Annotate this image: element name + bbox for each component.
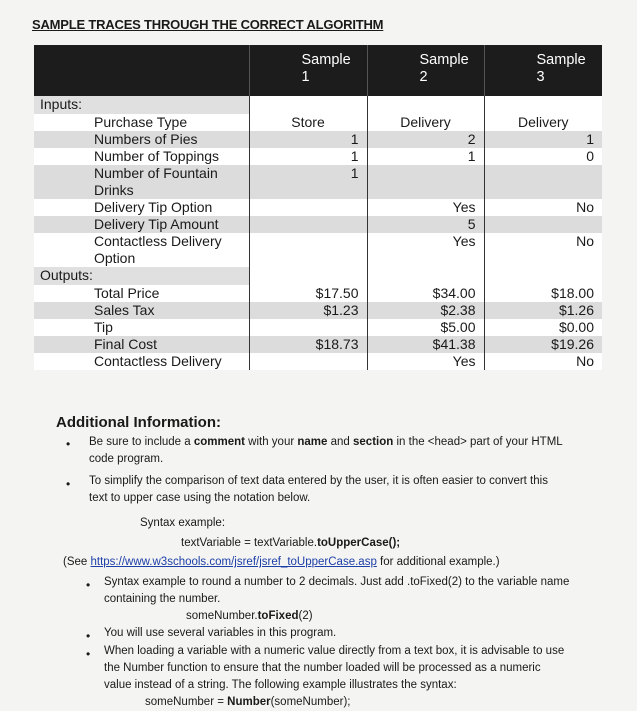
- row-value: $17.50: [249, 285, 367, 302]
- info-bullet-1-line2: code program.: [89, 453, 164, 465]
- empty-cell: [249, 96, 367, 114]
- info-bullet-3-line2: containing the number.: [104, 593, 221, 605]
- row-value: 5: [367, 216, 484, 233]
- row-value: $0.00: [484, 319, 602, 336]
- empty-cell: [249, 267, 367, 285]
- table-row: [34, 285, 602, 302]
- empty-cell: [484, 96, 602, 114]
- row-value: $5.00: [367, 319, 484, 336]
- empty-cell: [367, 96, 484, 114]
- row-label: Number of Toppings: [34, 148, 249, 165]
- bullet-icon: •: [86, 578, 91, 592]
- row-value: [249, 319, 367, 336]
- tofixed-example: someNumber.toFixed(2): [186, 610, 313, 622]
- row-value: [484, 216, 602, 233]
- row-label: Final Cost: [34, 336, 249, 353]
- row-value: Yes: [367, 199, 484, 216]
- row-value: [367, 165, 484, 199]
- row-value: [249, 216, 367, 233]
- table-row: [34, 131, 602, 148]
- row-value: 1: [484, 131, 602, 148]
- row-label: Contactless Delivery: [34, 353, 249, 370]
- row-value: Delivery: [484, 114, 602, 131]
- row-label: Contactless Delivery Option: [34, 233, 249, 267]
- table-row: [34, 302, 602, 319]
- row-value: [249, 199, 367, 216]
- table-row: [34, 199, 602, 216]
- table-row: [34, 319, 602, 336]
- empty-cell: [367, 267, 484, 285]
- row-value: 0: [484, 148, 602, 165]
- sample-header-title: Sample: [419, 52, 469, 68]
- sample-header: [249, 45, 367, 96]
- row-label: Number of Fountain Drinks: [34, 165, 249, 199]
- table-row: [34, 148, 602, 165]
- bullet-icon: •: [66, 477, 71, 491]
- row-value: [484, 165, 602, 199]
- row-value: [249, 233, 367, 267]
- row-value: $18.73: [249, 336, 367, 353]
- row-value: No: [484, 353, 602, 370]
- info-bullet-1: Be sure to include a comment with your name and section in the <head> part of your HTML: [89, 436, 563, 448]
- page-title: SAMPLE TRACES THROUGH THE CORRECT ALGORITHM: [32, 17, 384, 32]
- row-value: No: [484, 199, 602, 216]
- info-heading: Additional Information:: [56, 414, 221, 431]
- w3schools-link[interactable]: https://www.w3schools.com/jsref/jsref_toUpperCase.asp: [90, 556, 377, 568]
- bullet-icon: •: [86, 629, 91, 643]
- see-reference: (See https://www.w3schools.com/jsref/jsref_toUpperCase.asp for additional example.): [63, 556, 500, 568]
- sample-header: [484, 45, 602, 96]
- row-value: Store: [249, 114, 367, 131]
- table-row: [34, 114, 602, 131]
- info-bullet-2-line2: text to upper case using the notation below.: [89, 492, 311, 504]
- inputs-section: [34, 96, 602, 114]
- row-value: Yes: [367, 233, 484, 267]
- sample-header-title: Sample: [301, 52, 351, 68]
- row-value: $18.00: [484, 285, 602, 302]
- number-example: someNumber = Number(someNumber);: [145, 696, 351, 708]
- row-label: Total Price: [34, 285, 249, 302]
- sample-header-number: 2: [419, 69, 428, 85]
- syntax-example: textVariable = textVariable.toUpperCase();: [181, 537, 401, 549]
- row-value: 1: [367, 148, 484, 165]
- bullet-icon: •: [86, 647, 91, 661]
- bullet-icon: •: [66, 437, 71, 451]
- table-row: [34, 353, 602, 370]
- row-label: Tip: [34, 319, 249, 336]
- row-value: [249, 353, 367, 370]
- sample-header-number: 3: [536, 69, 545, 85]
- info-bullet-2: To simplify the comparison of text data entered by the user, it is often easier to convert this: [89, 475, 548, 487]
- row-value: $34.00: [367, 285, 484, 302]
- info-bullet-5-line3: value instead of a string. The following example illustrates the syntax:: [104, 679, 457, 691]
- sample-header-title: Sample: [536, 52, 586, 68]
- info-bullet-4: You will use several variables in this program.: [104, 627, 337, 639]
- row-value: 1: [249, 148, 367, 165]
- empty-cell: [484, 267, 602, 285]
- row-label: Delivery Tip Option: [34, 199, 249, 216]
- row-label: Delivery Tip Amount: [34, 216, 249, 233]
- row-label: Purchase Type: [34, 114, 249, 131]
- inputs-section-label: Inputs:: [34, 96, 249, 114]
- row-value: Yes: [367, 353, 484, 370]
- row-value: $1.26: [484, 302, 602, 319]
- sample-traces-table: [34, 45, 602, 370]
- row-value: 1: [249, 165, 367, 199]
- table-row: [34, 233, 602, 267]
- row-value: $19.26: [484, 336, 602, 353]
- header-corner: [34, 45, 249, 96]
- info-bullet-5-line2: the Number function to ensure that the number loaded will be processed as a numeric: [104, 662, 541, 674]
- table-row: [34, 336, 602, 353]
- row-value: $1.23: [249, 302, 367, 319]
- table-row: [34, 216, 602, 233]
- info-bullet-5: When loading a variable with a numeric value directly from a text box, it is advisable to use: [104, 645, 565, 657]
- row-value: 2: [367, 131, 484, 148]
- row-value: $2.38: [367, 302, 484, 319]
- outputs-section: [34, 267, 602, 285]
- info-bullet-3: Syntax example to round a number to 2 decimals. Just add .toFixed(2) to the variable name: [104, 576, 570, 588]
- table-row: [34, 165, 602, 199]
- row-value: No: [484, 233, 602, 267]
- outputs-section-label: Outputs:: [34, 267, 249, 285]
- row-value: Delivery: [367, 114, 484, 131]
- row-label: Numbers of Pies: [34, 131, 249, 148]
- row-label: Sales Tax: [34, 302, 249, 319]
- table-header-row: [34, 45, 602, 96]
- sample-header: [367, 45, 484, 96]
- syntax-label: Syntax example:: [140, 517, 226, 529]
- row-value: 1: [249, 131, 367, 148]
- row-value: $41.38: [367, 336, 484, 353]
- sample-header-number: 1: [301, 69, 310, 85]
